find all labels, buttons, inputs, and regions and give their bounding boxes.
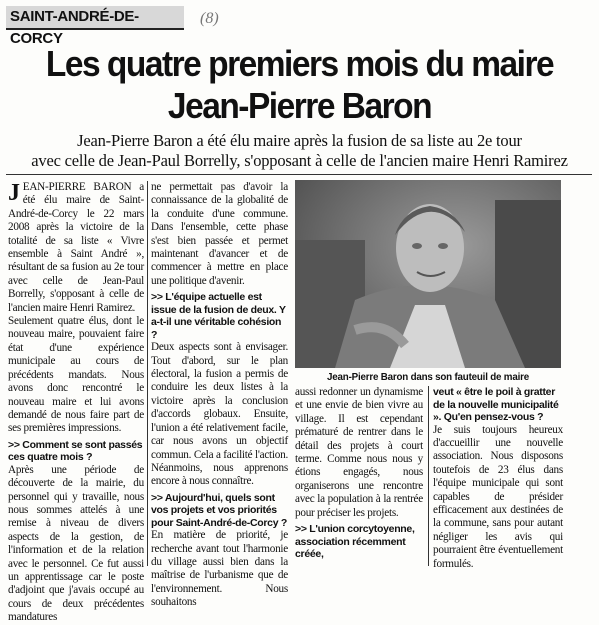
headline-line-2: Jean-Pierre Baron — [167, 85, 432, 126]
handwritten-mark: (8) — [200, 10, 219, 27]
column-1-para-3: Après une période de découverte de la mairie, du personnel qui y travaille, nous nous sommes attelés à une remise à niveau de divers aspects de la gestion, de l'information et de la relation avec le personnel. Ce fut aussi un apprentissage car le poste d'adjoint que j'avais occupé au cours de deux précédentes mandatures — [8, 463, 144, 624]
column-2-para-3: En matière de priorité, je recherche avant tout l'harmonie du village aussi bien dans la maîtrise de l'urbanisme que de l'environnement. Nous souhaitons — [151, 529, 288, 609]
question-1: >> Comment se sont passés ces quatre mois ? — [8, 438, 143, 464]
dropcap: J — [8, 180, 20, 206]
question-3: >> Aujourd'hui, quels sont vos projets et vos priorités pour Saint-André-de-Corcy ? — [151, 491, 287, 529]
headline-line-1: Les quatre premiers mois du maire — [45, 43, 554, 84]
header-rule — [6, 174, 592, 175]
lead-line-1: Jean-Pierre Baron a été élu maire après la fusion de sa liste au 2e tour — [77, 131, 522, 150]
lead-line-2: avec celle de Jean-Paul Borrelly, s'opposant à celle de l'ancien maire Henri Ramirez — [31, 151, 568, 170]
column-1-para-1: EAN-PIERRE BARON a été élu maire de Saint-André-de-Corcy le 22 mars 2008 après la victoire de la totalité de sa liste « Vivre ensemble à Saint André », résultant de sa fusion au 2e tour avec celle de Jean-Paul Borrelly, s'opposant à celle de l'ancien maire Henri Ramirez. — [8, 181, 144, 314]
column-4-para-1: Je suis toujours heureux d'accueillir une nouvelle association. Nous disposons toutefois de 23 élus dans l'équipe municipale qui sont capables de présider efficacement aux destinées de la commune, sans pour autant négliger les avis qui pourraient être éventuellement formulés. — [433, 423, 563, 570]
column-1 — [8, 181, 144, 625]
mayor-portrait-image — [295, 180, 561, 368]
section-kicker: SAINT-ANDRÉ-DE-CORCY — [6, 6, 184, 30]
column-2-para-2: Deux aspects sont à envisager. Tout d'abord, sur le plan électoral, la fusion a permis de conduire les deux listes à la victoire après la conclusion d'accords globaux. Ensuite, l'union a été relativement facile, car nous avons un objectif commun. Cela a facilité l'action. Néanmoins, nous apprenons encore à nous connaître. — [151, 341, 288, 488]
column-1-para-2: Seulement quatre élus, dont le nouveau maire, pouvaient faire état d'une expérience municipale au cours de précédents mandats. Nous avons donc rencontré le nouveau maire et lui avons demandé de nous faire part de ses premières impressions. — [8, 315, 144, 435]
column-3-para-1: aussi redonner un dynamisme et une envie de bien vivre au village. Il est cependant prématuré de rentrer dans le détail des projets à court terme. Comme nous nous y étions engagés, nous organiserons une rencontre avec la population à la rentrée pour préciser les projets. — [295, 386, 423, 519]
column-4 — [433, 386, 563, 571]
question-4: >> L'union corcytoyenne, association récemment créée, — [295, 523, 415, 561]
column-2 — [151, 181, 288, 610]
mayor-photo — [295, 180, 561, 368]
photo-caption: Jean-Pierre Baron dans son fauteuil de maire — [327, 372, 529, 383]
column-divider-2 — [428, 386, 429, 566]
question-4-continued: veut « être le poil à gratter de la nouvelle municipalité ». Qu'en pensez-vous ? — [433, 386, 559, 423]
question-2: >> L'équipe actuelle est issue de la fusion de deux. Y a-t-il une véritable cohésion ? — [151, 291, 286, 341]
column-divider-1 — [147, 181, 148, 566]
column-3 — [295, 386, 423, 561]
column-2-para-1: ne permettait pas d'avoir la connaissance de la globalité de la conduite d'une commune. Dans l'ensemble, cette phase s'est bien passée et permet maintenant d'avancer et de commencer à mettre en place une politique d'avenir. — [151, 181, 288, 287]
